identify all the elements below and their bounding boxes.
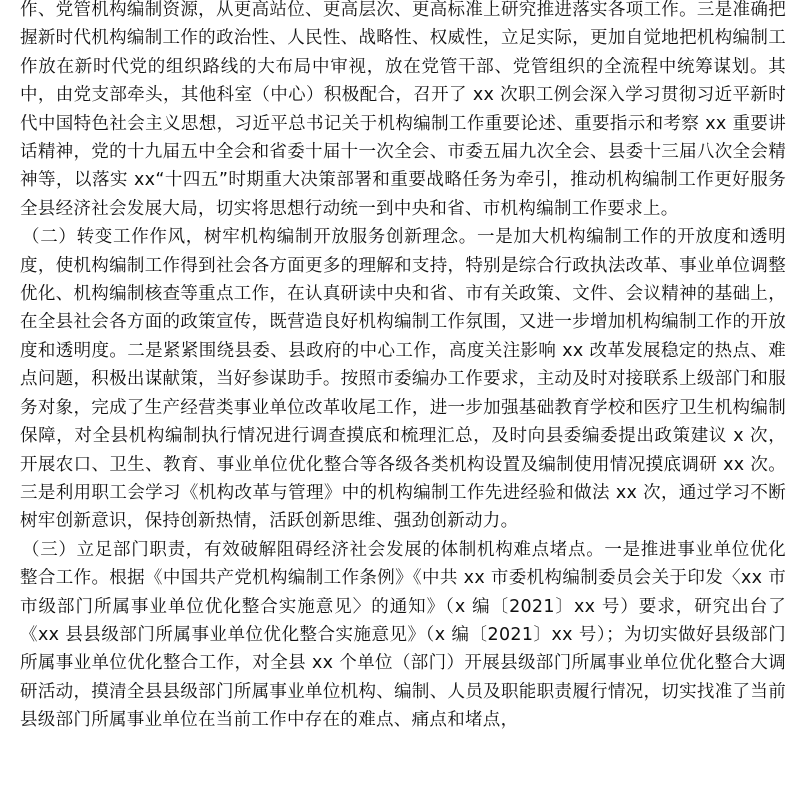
paragraph-2: （二）转变工作作风，树牢机构编制开放服务创新理念。一是加大机构编制工作的开放度和透明度，使机构编制工作得到社会各方面更多的理解和支持，特别是综合行政执法改革、事业单位调整优化、机构编制核查等重点工作，在认真研读中央和省、市有关政策、文件、会议精神的基础上，在全县社会各方面的政策宣传，既营造良好机构编制工作氛围，又进一步增加机构编制工作的开放度和透明度。二是紧紧围绕县委、县政府的中心工作，高度关注影响 xx 改革发展稳定的热点、难点问题，积极出谋献策，当好参谋助手。按照市委编办工作要求，主动及时对接联系上级部门和服务对象，完成了生产经营类事业单位改革收尾工作，进一步加强基础教育学校和医疗卫生机构编制保障，对全县机构编制执行情况进行调查摸底和梳理汇总，及时向县委编委提出政策建议 x 次，开展农口、卫生、教育、事业单位优化整合等各级各类机构设置及编制使用情况摸底调研 xx 次。三是利用职工会学习《机构改革与管理》中的机构编制工作先进经验和做法 xx 次，通过学习不断树牢创新意识，保持创新热情，活跃创新思维、强劲创新动力。 (20, 227, 786, 532)
paragraph-1: 作、党管机构编制资源，从更高站位、更高层次、更高标准上研究推进落实各项工作。三是准确把握新时代机构编制工作的政治性、人民性、战略性、权威性，立足实际，更加自觉地把机构编制工作放在新时代党的组织路线的大布局中审视，放在党管干部、党管组织的全流程中统筹谋划。其中，由党支部牵头，其他科室（中心）积极配合，召开了 xx 次职工例会深入学习贯彻习近平新时代中国特色社会主义思想，习近平总书记关于机构编制工作重要论述、重要指示和考察 xx 重要讲话精神，党的十九届五中全会和省委十届十一次全会、市委五届九次全会、县委十三届八次全会精神等，以落实 xx“十四五”时期重大决策部署和重要战略任务为牵引，推动机构编制工作更好服务全县经济社会发展大局，切实将思想行动统一到中央和省、市机构编制工作要求上。 (20, 0, 786, 219)
paragraph-3: （三）立足部门职责，有效破解阻碍经济社会发展的体制机构难点堵点。一是推进事业单位优化整合工作。根据《中国共产党机构编制工作条例》《中共 xx 市委机构编制委员会关于印发〈xx 市市级部门所属事业单位优化整合实施意见〉的通知》（x 编〔2021〕xx 号）要求，研究出台了《xx 县县级部门所属事业单位优化整合实施意见》（x 编〔2021〕xx 号）；为切实做好县级部门所属事业单位优化整合工作，对全县 xx 个单位（部门）开展县级部门所属事业单位优化整合大调研活动，摸清全县县级部门所属事业单位机构、编制、人员及职能职责履行情况，切实找准了当前县级部门所属事业单位在当前工作中存在的难点、痛点和堵点， (20, 539, 786, 731)
document-body (20, 0, 786, 735)
